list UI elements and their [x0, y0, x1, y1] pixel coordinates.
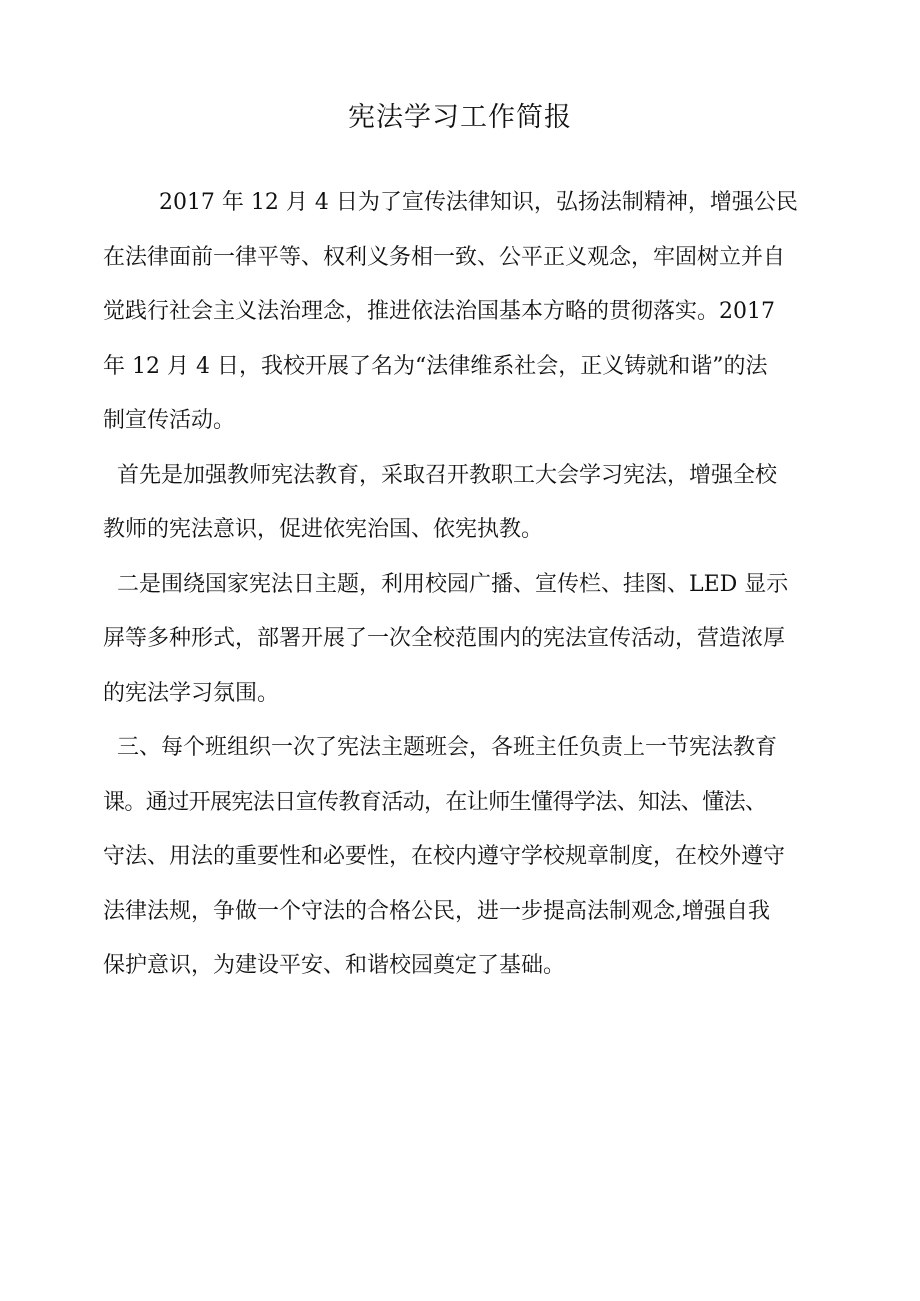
body-line-8: 二是围绕国家宪法日主题，利用校园广播、宣传栏、挂图、LED 显示 — [103, 571, 789, 597]
body-line-7: 教师的宪法意识，促进依宪治国、依宪执教。 — [103, 517, 544, 542]
document-title: 宪法学习工作简报 — [348, 102, 572, 133]
body-line-13: 守法、用法的重要性和必要性，在校内遵守学校规章制度，在校外遵守 — [103, 844, 786, 869]
body-line-15: 保护意识，为建设平安、和谐校园奠定了基础。 — [103, 953, 566, 978]
body-line-12: 课。通过开展宪法日宣传教育活动，在让师生懂得学法、知法、懂法、 — [103, 789, 767, 815]
document-body — [103, 176, 825, 994]
body-line-4: 年 12 月 4 日，我校开展了名为“法律维系社会，正义铸就和谐”的法 — [103, 353, 768, 379]
body-line-3: 觉践行社会主义法治理念，推进依法治国基本方略的贯彻落实。2017 — [103, 299, 775, 324]
body-line-14: 法律法规，争做一个守法的合格公民，进一步提高法制观念,增强自我 — [103, 898, 770, 924]
body-line-6: 首先是加强教师宪法教育，采取召开教职工大会学习宪法，增强全校 — [103, 462, 777, 488]
body-line-9: 屏等多种形式，部署开展了一次全校范围内的宪法宣传活动，营造浓厚 — [103, 626, 786, 651]
body-line-5: 制宣传活动。 — [103, 408, 236, 433]
body-line-10: 的宪法学习氛围。 — [103, 680, 280, 706]
body-line-11: 三、每个班组织一次了宪法主题班会，各班主任负责上一节宪法教育 — [103, 735, 777, 760]
body-line-1: 2017 年 12 月 4 日为了宣传法律知识，弘扬法制精神，增强公民 — [103, 190, 798, 215]
body-line-2: 在法律面前一律平等、权利义务相一致、公平正义观念，牢固树立并自 — [103, 244, 786, 270]
